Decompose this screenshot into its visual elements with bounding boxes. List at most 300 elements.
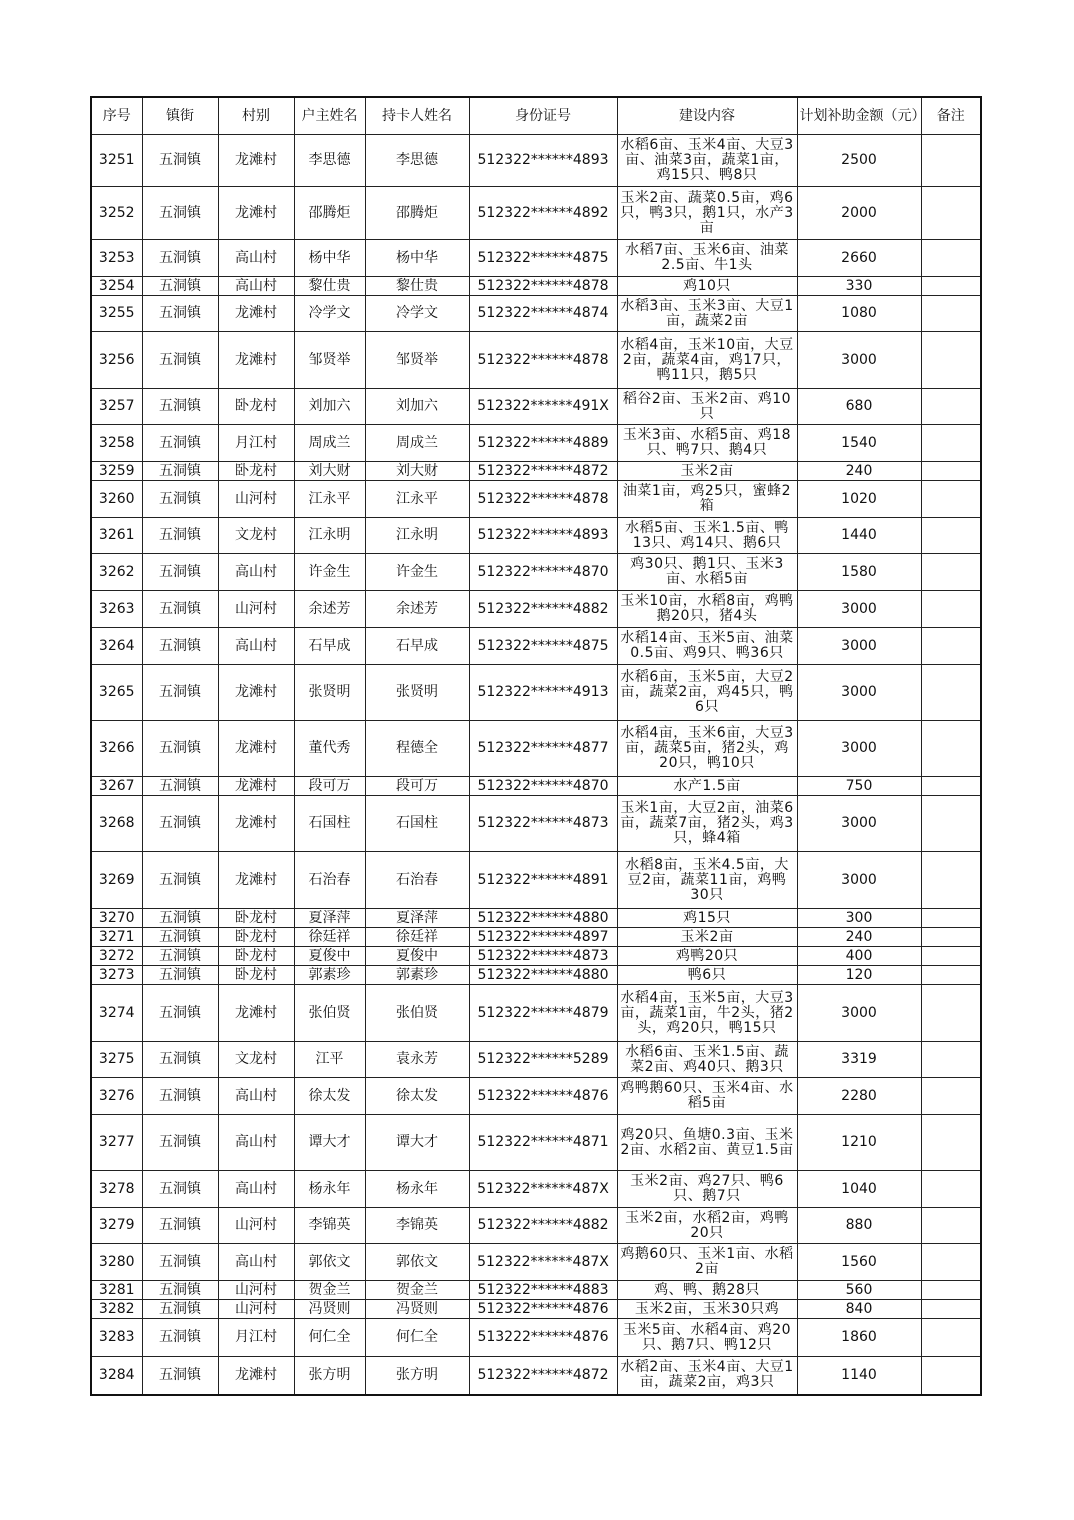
row-village: 月江村 xyxy=(218,1319,294,1357)
row-village: 高山村 xyxy=(218,1115,294,1171)
row-town: 五洞镇 xyxy=(142,296,218,332)
table-row xyxy=(91,481,981,518)
row-id-number: 512322******4877 xyxy=(469,721,617,777)
row-content: 鸡30只、鹅1只、玉米3亩、水稻5亩 xyxy=(617,554,797,591)
row-id-number: 512322******4875 xyxy=(469,628,617,665)
row-card-holder: 张伯贤 xyxy=(365,985,469,1042)
row-household-head: 徐太发 xyxy=(294,1078,365,1115)
row-card-holder: 杨永年 xyxy=(365,1171,469,1208)
row-amount: 840 xyxy=(797,1300,921,1319)
header-note: 备注 xyxy=(921,97,981,135)
row-town: 五洞镇 xyxy=(142,591,218,628)
row-town: 五洞镇 xyxy=(142,1042,218,1078)
row-card-holder: 李锦英 xyxy=(365,1208,469,1244)
row-village: 龙滩村 xyxy=(218,777,294,796)
row-no: 3279 xyxy=(91,1208,142,1244)
row-amount: 3000 xyxy=(797,852,921,909)
row-no: 3283 xyxy=(91,1319,142,1357)
row-amount: 1210 xyxy=(797,1115,921,1171)
row-card-holder: 冯贤则 xyxy=(365,1300,469,1319)
row-card-holder: 周成兰 xyxy=(365,425,469,462)
row-amount: 2660 xyxy=(797,240,921,277)
row-content: 鸭6只 xyxy=(617,966,797,985)
row-note xyxy=(921,1357,981,1395)
row-note xyxy=(921,591,981,628)
row-town: 五洞镇 xyxy=(142,777,218,796)
row-household-head: 石治春 xyxy=(294,852,365,909)
row-village: 高山村 xyxy=(218,554,294,591)
row-village: 卧龙村 xyxy=(218,947,294,966)
row-amount: 1040 xyxy=(797,1171,921,1208)
row-household-head: 夏俊中 xyxy=(294,947,365,966)
row-no: 3274 xyxy=(91,985,142,1042)
row-no: 3255 xyxy=(91,296,142,332)
table-row xyxy=(91,240,981,277)
row-no: 3264 xyxy=(91,628,142,665)
row-content: 鸡10只 xyxy=(617,277,797,296)
row-household-head: 张伯贤 xyxy=(294,985,365,1042)
row-amount: 120 xyxy=(797,966,921,985)
row-note xyxy=(921,518,981,554)
row-content: 水产1.5亩 xyxy=(617,777,797,796)
row-town: 五洞镇 xyxy=(142,628,218,665)
row-note xyxy=(921,554,981,591)
table-row xyxy=(91,1171,981,1208)
table-row xyxy=(91,721,981,777)
header-id-number: 身份证号 xyxy=(469,97,617,135)
row-no: 3272 xyxy=(91,947,142,966)
row-card-holder: 石国柱 xyxy=(365,796,469,852)
row-note xyxy=(921,1171,981,1208)
row-amount: 240 xyxy=(797,462,921,481)
row-amount: 3000 xyxy=(797,332,921,389)
row-id-number: 512322******4879 xyxy=(469,985,617,1042)
row-no: 3271 xyxy=(91,928,142,947)
row-household-head: 冯贤则 xyxy=(294,1300,365,1319)
row-village: 月江村 xyxy=(218,425,294,462)
row-content: 水稻6亩，玉米5亩，大豆2亩，蔬菜2亩，鸡45只，鸭6只 xyxy=(617,665,797,721)
table-row xyxy=(91,462,981,481)
row-card-holder: 刘加六 xyxy=(365,389,469,425)
row-content: 玉米3亩、水稻5亩、鸡18只、鸭7只、鹅4只 xyxy=(617,425,797,462)
row-town: 五洞镇 xyxy=(142,1300,218,1319)
row-household-head: 黎仕贵 xyxy=(294,277,365,296)
row-card-holder: 冷学文 xyxy=(365,296,469,332)
row-amount: 1860 xyxy=(797,1319,921,1357)
row-id-number: 512322******4882 xyxy=(469,1208,617,1244)
table-row xyxy=(91,135,981,187)
row-village: 龙滩村 xyxy=(218,665,294,721)
row-town: 五洞镇 xyxy=(142,721,218,777)
row-no: 3277 xyxy=(91,1115,142,1171)
row-amount: 3000 xyxy=(797,591,921,628)
row-town: 五洞镇 xyxy=(142,665,218,721)
row-content: 水稻14亩、玉米5亩、油菜0.5亩、鸡9只、鸭36只 xyxy=(617,628,797,665)
row-village: 文龙村 xyxy=(218,518,294,554)
row-id-number: 512322******4873 xyxy=(469,796,617,852)
row-no: 3280 xyxy=(91,1244,142,1281)
row-card-holder: 邵腾炬 xyxy=(365,187,469,240)
row-content: 玉米2亩，玉米30只鸡 xyxy=(617,1300,797,1319)
row-card-holder: 何仁全 xyxy=(365,1319,469,1357)
table-row xyxy=(91,1357,981,1395)
row-household-head: 刘大财 xyxy=(294,462,365,481)
row-content: 玉米5亩、水稻4亩、鸡20只、鹅7只、鸭12只 xyxy=(617,1319,797,1357)
row-amount: 1580 xyxy=(797,554,921,591)
row-content: 鸡20只、鱼塘0.3亩、玉米2亩、水稻2亩、黄豆1.5亩 xyxy=(617,1115,797,1171)
row-no: 3268 xyxy=(91,796,142,852)
row-card-holder: 黎仕贵 xyxy=(365,277,469,296)
row-card-holder: 郭素珍 xyxy=(365,966,469,985)
row-town: 五洞镇 xyxy=(142,1078,218,1115)
row-note xyxy=(921,425,981,462)
row-id-number: 512322******5289 xyxy=(469,1042,617,1078)
row-no: 3259 xyxy=(91,462,142,481)
row-content: 水稻6亩、玉米1.5亩、蔬菜2亩、鸡40只、鹅3只 xyxy=(617,1042,797,1078)
row-note xyxy=(921,240,981,277)
row-id-number: 512322******4889 xyxy=(469,425,617,462)
row-household-head: 江永明 xyxy=(294,518,365,554)
header-card-holder: 持卡人姓名 xyxy=(365,97,469,135)
row-village: 卧龙村 xyxy=(218,966,294,985)
row-card-holder: 贺金兰 xyxy=(365,1281,469,1300)
row-content: 水稻7亩、玉米6亩、油菜2.5亩、牛1头 xyxy=(617,240,797,277)
row-id-number: 512322******4871 xyxy=(469,1115,617,1171)
row-household-head: 许金生 xyxy=(294,554,365,591)
table-row xyxy=(91,665,981,721)
row-no: 3284 xyxy=(91,1357,142,1395)
row-amount: 3000 xyxy=(797,628,921,665)
row-content: 玉米2亩、鸡27只、鸭6只、鹅7只 xyxy=(617,1171,797,1208)
row-household-head: 江永平 xyxy=(294,481,365,518)
row-town: 五洞镇 xyxy=(142,332,218,389)
row-content: 鸡鸭鹅60只、玉米4亩、水稻5亩 xyxy=(617,1078,797,1115)
row-amount: 1540 xyxy=(797,425,921,462)
row-id-number: 512322******4883 xyxy=(469,1281,617,1300)
row-village: 龙滩村 xyxy=(218,985,294,1042)
row-note xyxy=(921,1244,981,1281)
row-note xyxy=(921,966,981,985)
row-household-head: 张方明 xyxy=(294,1357,365,1395)
row-card-holder: 刘大财 xyxy=(365,462,469,481)
row-card-holder: 江永平 xyxy=(365,481,469,518)
row-amount: 1020 xyxy=(797,481,921,518)
row-card-holder: 李思德 xyxy=(365,135,469,187)
row-note xyxy=(921,1042,981,1078)
row-content: 玉米10亩，水稻8亩，鸡鸭鹅20只，猪4头 xyxy=(617,591,797,628)
row-household-head: 徐廷祥 xyxy=(294,928,365,947)
row-note xyxy=(921,721,981,777)
row-household-head: 段可万 xyxy=(294,777,365,796)
row-id-number: 512322******4897 xyxy=(469,928,617,947)
row-household-head: 石国柱 xyxy=(294,796,365,852)
row-no: 3273 xyxy=(91,966,142,985)
row-content: 水稻6亩、玉米4亩、大豆3亩、油菜3亩，蔬菜1亩，鸡15只、鸭8只 xyxy=(617,135,797,187)
row-note xyxy=(921,1078,981,1115)
row-content: 水稻4亩，玉米5亩，大豆3亩，蔬菜1亩，牛2头，猪2头，鸡20只，鸭15只 xyxy=(617,985,797,1042)
row-no: 3253 xyxy=(91,240,142,277)
row-amount: 1440 xyxy=(797,518,921,554)
row-household-head: 张贤明 xyxy=(294,665,365,721)
table-row xyxy=(91,1078,981,1115)
row-town: 五洞镇 xyxy=(142,985,218,1042)
row-amount: 880 xyxy=(797,1208,921,1244)
row-note xyxy=(921,852,981,909)
row-town: 五洞镇 xyxy=(142,966,218,985)
row-id-number: 512322******4880 xyxy=(469,966,617,985)
row-note xyxy=(921,187,981,240)
row-household-head: 邵腾炬 xyxy=(294,187,365,240)
row-id-number: 512322******4872 xyxy=(469,1357,617,1395)
row-household-head: 何仁全 xyxy=(294,1319,365,1357)
row-note xyxy=(921,947,981,966)
row-household-head: 冷学文 xyxy=(294,296,365,332)
table-row xyxy=(91,1244,981,1281)
row-village: 卧龙村 xyxy=(218,909,294,928)
row-no: 3270 xyxy=(91,909,142,928)
row-content: 水稻8亩，玉米4.5亩，大豆2亩，蔬菜11亩，鸡鸭30只 xyxy=(617,852,797,909)
row-card-holder: 夏泽萍 xyxy=(365,909,469,928)
row-town: 五洞镇 xyxy=(142,1319,218,1357)
row-no: 3256 xyxy=(91,332,142,389)
row-household-head: 周成兰 xyxy=(294,425,365,462)
header-household-head: 户主姓名 xyxy=(294,97,365,135)
row-village: 龙滩村 xyxy=(218,135,294,187)
row-note xyxy=(921,332,981,389)
row-amount: 2500 xyxy=(797,135,921,187)
table-row xyxy=(91,187,981,240)
row-amount: 3000 xyxy=(797,721,921,777)
row-amount: 560 xyxy=(797,1281,921,1300)
row-household-head: 杨中华 xyxy=(294,240,365,277)
row-town: 五洞镇 xyxy=(142,554,218,591)
row-household-head: 贺金兰 xyxy=(294,1281,365,1300)
row-town: 五洞镇 xyxy=(142,518,218,554)
row-id-number: 512322******4870 xyxy=(469,554,617,591)
row-town: 五洞镇 xyxy=(142,462,218,481)
row-household-head: 夏泽萍 xyxy=(294,909,365,928)
row-id-number: 513222******4876 xyxy=(469,1319,617,1357)
row-note xyxy=(921,1319,981,1357)
row-note xyxy=(921,135,981,187)
row-id-number: 512322******4878 xyxy=(469,332,617,389)
table-row xyxy=(91,554,981,591)
row-note xyxy=(921,389,981,425)
row-amount: 3319 xyxy=(797,1042,921,1078)
row-no: 3265 xyxy=(91,665,142,721)
row-village: 高山村 xyxy=(218,277,294,296)
row-note xyxy=(921,777,981,796)
row-amount: 3000 xyxy=(797,985,921,1042)
row-household-head: 谭大才 xyxy=(294,1115,365,1171)
row-household-head: 郭素珍 xyxy=(294,966,365,985)
row-card-holder: 段可万 xyxy=(365,777,469,796)
row-amount: 240 xyxy=(797,928,921,947)
row-village: 龙滩村 xyxy=(218,796,294,852)
header-amount: 计划补助金额（元） xyxy=(797,97,921,135)
row-amount: 330 xyxy=(797,277,921,296)
row-town: 五洞镇 xyxy=(142,187,218,240)
row-note xyxy=(921,796,981,852)
row-note xyxy=(921,909,981,928)
row-note xyxy=(921,665,981,721)
row-household-head: 邹贤举 xyxy=(294,332,365,389)
row-amount: 2280 xyxy=(797,1078,921,1115)
table-row xyxy=(91,777,981,796)
row-content: 鸡15只 xyxy=(617,909,797,928)
row-card-holder: 夏俊中 xyxy=(365,947,469,966)
row-id-number: 512322******4880 xyxy=(469,909,617,928)
row-amount: 1080 xyxy=(797,296,921,332)
row-town: 五洞镇 xyxy=(142,1171,218,1208)
row-card-holder: 张贤明 xyxy=(365,665,469,721)
row-town: 五洞镇 xyxy=(142,947,218,966)
table-row xyxy=(91,1042,981,1078)
row-town: 五洞镇 xyxy=(142,1208,218,1244)
row-village: 龙滩村 xyxy=(218,721,294,777)
row-town: 五洞镇 xyxy=(142,1357,218,1395)
row-village: 卧龙村 xyxy=(218,462,294,481)
row-household-head: 余述芳 xyxy=(294,591,365,628)
row-village: 文龙村 xyxy=(218,1042,294,1078)
row-household-head: 李锦英 xyxy=(294,1208,365,1244)
row-content: 稻谷2亩、玉米2亩、鸡10只 xyxy=(617,389,797,425)
row-no: 3258 xyxy=(91,425,142,462)
row-card-holder: 程德全 xyxy=(365,721,469,777)
row-content: 水稻5亩、玉米1.5亩、鸭13只、鸡14只、鹅6只 xyxy=(617,518,797,554)
row-id-number: 512322******4893 xyxy=(469,518,617,554)
row-card-holder: 余述芳 xyxy=(365,591,469,628)
row-household-head: 郭依文 xyxy=(294,1244,365,1281)
row-amount: 2000 xyxy=(797,187,921,240)
row-no: 3269 xyxy=(91,852,142,909)
row-note xyxy=(921,1281,981,1300)
row-no: 3257 xyxy=(91,389,142,425)
row-id-number: 512322******4872 xyxy=(469,462,617,481)
row-village: 高山村 xyxy=(218,240,294,277)
row-no: 3263 xyxy=(91,591,142,628)
row-no: 3251 xyxy=(91,135,142,187)
header-content: 建设内容 xyxy=(617,97,797,135)
row-town: 五洞镇 xyxy=(142,135,218,187)
row-id-number: 512322******4875 xyxy=(469,240,617,277)
row-id-number: 512322******4913 xyxy=(469,665,617,721)
table-row xyxy=(91,389,981,425)
row-id-number: 512322******4876 xyxy=(469,1078,617,1115)
table-row xyxy=(91,796,981,852)
row-card-holder: 江永明 xyxy=(365,518,469,554)
row-card-holder: 许金生 xyxy=(365,554,469,591)
row-amount: 300 xyxy=(797,909,921,928)
row-town: 五洞镇 xyxy=(142,240,218,277)
row-no: 3275 xyxy=(91,1042,142,1078)
row-content: 鸡鸭20只 xyxy=(617,947,797,966)
table-row xyxy=(91,928,981,947)
row-card-holder: 张方明 xyxy=(365,1357,469,1395)
row-id-number: 512322******4891 xyxy=(469,852,617,909)
row-village: 龙滩村 xyxy=(218,187,294,240)
row-no: 3262 xyxy=(91,554,142,591)
row-id-number: 512322******4892 xyxy=(469,187,617,240)
row-id-number: 512322******4873 xyxy=(469,947,617,966)
row-content: 鸡、鸭、鹅28只 xyxy=(617,1281,797,1300)
row-content: 玉米2亩 xyxy=(617,462,797,481)
row-card-holder: 徐太发 xyxy=(365,1078,469,1115)
table-row xyxy=(91,425,981,462)
row-content: 玉米2亩，水稻2亩，鸡鸭20只 xyxy=(617,1208,797,1244)
row-note xyxy=(921,1208,981,1244)
table-row xyxy=(91,1300,981,1319)
row-no: 3282 xyxy=(91,1300,142,1319)
row-no: 3267 xyxy=(91,777,142,796)
row-amount: 750 xyxy=(797,777,921,796)
header-village: 村别 xyxy=(218,97,294,135)
row-note xyxy=(921,462,981,481)
row-household-head: 刘加六 xyxy=(294,389,365,425)
row-town: 五洞镇 xyxy=(142,796,218,852)
row-id-number: 512322******491X xyxy=(469,389,617,425)
row-village: 龙滩村 xyxy=(218,852,294,909)
row-content: 水稻2亩、玉米4亩、大豆1亩，蔬菜2亩，鸡3只 xyxy=(617,1357,797,1395)
row-no: 3276 xyxy=(91,1078,142,1115)
row-id-number: 512322******4878 xyxy=(469,481,617,518)
row-town: 五洞镇 xyxy=(142,1115,218,1171)
table-row xyxy=(91,296,981,332)
row-village: 高山村 xyxy=(218,628,294,665)
row-no: 3252 xyxy=(91,187,142,240)
row-note xyxy=(921,985,981,1042)
row-amount: 400 xyxy=(797,947,921,966)
row-card-holder: 郭依文 xyxy=(365,1244,469,1281)
header-no: 序号 xyxy=(91,97,142,135)
row-amount: 1140 xyxy=(797,1357,921,1395)
row-content: 玉米2亩 xyxy=(617,928,797,947)
row-no: 3260 xyxy=(91,481,142,518)
row-note xyxy=(921,928,981,947)
header-town: 镇街 xyxy=(142,97,218,135)
row-amount: 680 xyxy=(797,389,921,425)
row-village: 山河村 xyxy=(218,481,294,518)
row-note xyxy=(921,628,981,665)
row-village: 山河村 xyxy=(218,1281,294,1300)
table-row xyxy=(91,966,981,985)
row-content: 水稻4亩，玉米6亩，大豆3亩，蔬菜5亩，猪2头，鸡20只，鸭10只 xyxy=(617,721,797,777)
row-amount: 3000 xyxy=(797,665,921,721)
row-amount: 3000 xyxy=(797,796,921,852)
row-id-number: 512322******4876 xyxy=(469,1300,617,1319)
row-id-number: 512322******4874 xyxy=(469,296,617,332)
row-content: 玉米2亩、蔬菜0.5亩，鸡6只，鸭3只，鹅1只，水产3亩 xyxy=(617,187,797,240)
table-row xyxy=(91,985,981,1042)
row-household-head: 杨永年 xyxy=(294,1171,365,1208)
row-card-holder: 邹贤举 xyxy=(365,332,469,389)
row-content: 水稻4亩，玉米10亩，大豆2亩，蔬菜4亩，鸡17只，鸭11只，鹅5只 xyxy=(617,332,797,389)
row-no: 3281 xyxy=(91,1281,142,1300)
row-id-number: 512322******4870 xyxy=(469,777,617,796)
row-household-head: 江平 xyxy=(294,1042,365,1078)
table-row xyxy=(91,1281,981,1300)
row-village: 卧龙村 xyxy=(218,928,294,947)
subsidy-table xyxy=(90,96,982,1396)
row-town: 五洞镇 xyxy=(142,425,218,462)
row-town: 五洞镇 xyxy=(142,1244,218,1281)
table-row xyxy=(91,332,981,389)
row-card-holder: 徐廷祥 xyxy=(365,928,469,947)
row-town: 五洞镇 xyxy=(142,277,218,296)
row-note xyxy=(921,1300,981,1319)
row-note xyxy=(921,277,981,296)
row-content: 油菜1亩，鸡25只，蜜蜂2箱 xyxy=(617,481,797,518)
